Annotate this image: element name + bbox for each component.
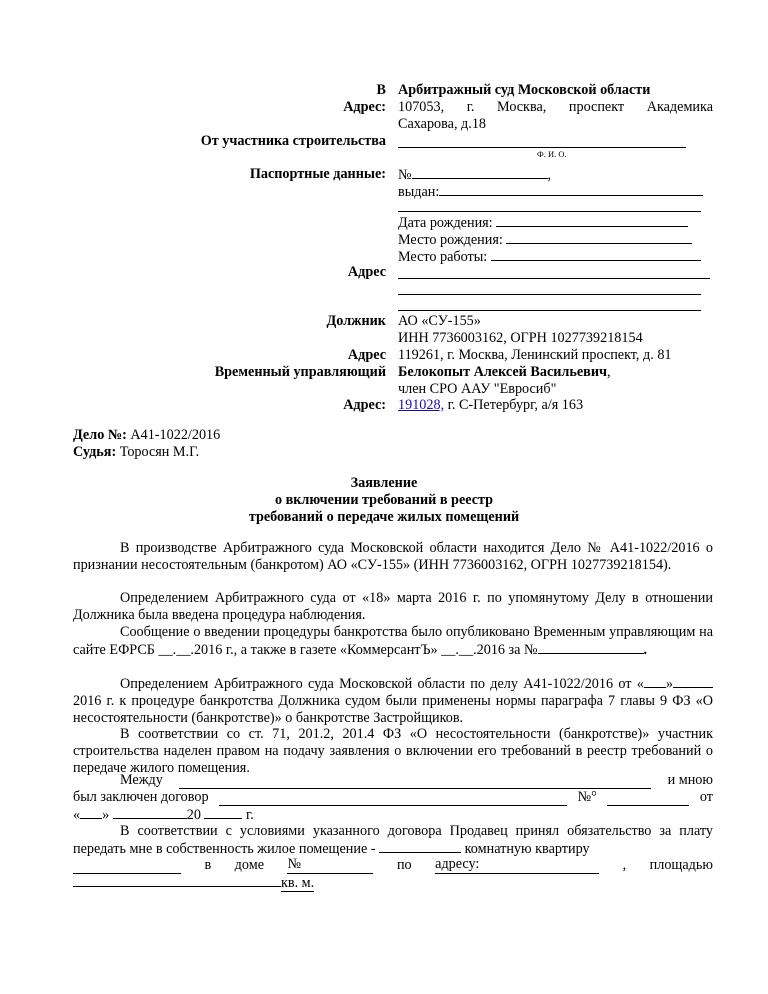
year-g: г.: [246, 807, 254, 823]
contract-type-blank: [219, 793, 567, 806]
contract-no-sign: №°: [577, 789, 597, 805]
apartment-address-row: [73, 857, 713, 874]
case-label: Дело №:: [73, 427, 127, 443]
paragraph-4-quote: »: [665, 676, 673, 692]
rooms-blank: [379, 840, 461, 853]
area-row: [73, 874, 314, 892]
birth-date: [398, 214, 688, 232]
issued-blank: [439, 183, 703, 196]
concluded-label: был заключен договор: [73, 789, 209, 805]
court-address-label: Адрес:: [343, 99, 386, 115]
issued-label: выдан:: [398, 184, 440, 200]
manager-comma: ,: [607, 364, 611, 380]
newspaper-number-blank: [538, 641, 644, 654]
issued-blank-line2: [398, 211, 701, 212]
contract-month-blank: [113, 806, 187, 819]
birth-place-blank: [506, 231, 692, 244]
doc-title-line1: Заявление: [350, 475, 418, 491]
contract-parties-row: [73, 772, 713, 789]
area-label: площадью: [649, 857, 713, 873]
judge: [73, 444, 199, 461]
manager-name: [398, 364, 611, 381]
sqm-label: кв. м.: [281, 875, 315, 891]
paragraph-3: [73, 624, 713, 659]
address2-line2: [398, 294, 701, 295]
paragraph-2: Определением Арбитражного суда от «18» марта 2016 г. по упомянутому Делу в отношении Должника была введена процедура наблюдения.: [73, 590, 713, 623]
manager-address: [398, 397, 583, 414]
paragraph-5: В соответствии со ст. 71, 201.2, 201.4 ФЗ «О несостоятельности (банкротстве)» участник строительства наделен правом на подачу заявления о включении его требований в реестр требований о передаче жилого помещения.: [73, 726, 713, 776]
work-place-blank: [491, 248, 701, 261]
area-blank: [73, 874, 281, 887]
paragraph-1: В производстве Арбитражного суда Московской области находится Дело № А41-1022/2016 о признании несостоятельным (банкротом) АО «СУ-155» (ИНН 7736003162, ОГРН 1027739218154).: [73, 540, 713, 573]
court-address-line2: Сахарова, д.18: [398, 116, 487, 132]
court-name: Арбитражный суд Московской области: [398, 82, 651, 98]
contract-number-blank: [607, 793, 689, 806]
date-quote-open: «: [73, 807, 81, 823]
paragraph-4-text-a: Определением Арбитражного суда Московской области по делу А41-1022/2016 от «: [120, 676, 644, 692]
debtor-address-label: Адрес: [347, 347, 386, 363]
passport-label: Паспортные данные:: [249, 166, 386, 182]
at-label: по: [396, 857, 412, 873]
doc-title-line3: требований о передаче жилых помещений: [248, 509, 520, 525]
manager-address-label: Адрес:: [343, 397, 386, 413]
passport-number: [398, 166, 551, 184]
passport-number-blank: [412, 166, 548, 179]
contract-date-row: [73, 806, 254, 824]
fio-hint: Ф. И. О.: [537, 149, 567, 159]
birth-place: [398, 231, 692, 249]
address-comma: ,: [622, 857, 627, 873]
paragraph-6-text: В соответствии с условиями указанного договора Продавец принял обязательство за плату передать мне в собственность жилое помещение -: [73, 823, 713, 857]
house-number: [287, 856, 373, 874]
ruling-month-blank: [673, 675, 713, 688]
paragraph-4: [73, 675, 713, 727]
address-label-body: [435, 856, 599, 874]
passport-issued: [398, 183, 703, 201]
address-word: адресу:: [435, 856, 480, 872]
debtor-ids: ИНН 7736003162, ОГРН 1027739218154: [398, 330, 643, 346]
and-me-label: и мною: [667, 772, 713, 788]
contract-concluded-row: [73, 789, 713, 806]
house-label: доме: [234, 857, 264, 873]
paragraph-3-end: .: [643, 642, 648, 658]
to-label: В: [376, 82, 386, 98]
manager-address-text: г. С-Петербург, а/я 163: [444, 397, 584, 413]
birth-place-label: Место рождения:: [398, 232, 503, 248]
debtor-label: Должник: [326, 313, 386, 329]
paragraph-4-text-c: 2016 г. к процедуре банкротства Должника судом были применены нормы параграфа 7 главы 9 ФЗ «О несостоятельности (банкротстве)» о банкротстве Застройщиков.: [73, 693, 713, 726]
court-address-line1: 107053, г. Москва, проспект Академика: [398, 99, 713, 115]
judge-value: Торосян М.Г.: [116, 444, 200, 460]
doc-title-line2: о включении требований в реестр: [274, 492, 494, 508]
paragraph-6: [73, 823, 713, 858]
ruling-day-blank: [644, 675, 666, 688]
manager-name-text: Белокопыт Алексей Васильевич: [398, 364, 608, 380]
work-place: [398, 248, 701, 266]
work-place-label: Место работы:: [398, 249, 488, 265]
year-20: 20: [186, 807, 201, 823]
fio-line: [398, 147, 686, 148]
paragraph-3-text: Сообщение о введении процедуры банкротства было опубликовано Временным управляющим на сайте ЕФРСБ __.__.2016 г., а также в газете «КоммерсантЪ» __.__.2016 за №: [73, 624, 713, 658]
from-label: От участника строительства: [200, 133, 386, 149]
apartment-number-blank: [73, 861, 181, 874]
address2-label: Адрес: [347, 264, 386, 280]
between-label: Между: [120, 772, 163, 788]
debtor-name: АО «СУ-155»: [398, 313, 481, 329]
in-label: в: [204, 857, 212, 873]
manager-zip-link[interactable]: 191028,: [398, 397, 445, 413]
passport-comma: ,: [547, 167, 552, 183]
address2-line1: [398, 278, 710, 279]
from-label-2: от: [699, 789, 713, 805]
counterparty-blank: [179, 776, 651, 789]
rooms-apartment: комнатную квартиру: [464, 841, 590, 857]
passport-no-sign: №: [398, 167, 412, 183]
debtor-address: 119261, г. Москва, Ленинский проспект, д. 81: [398, 347, 672, 363]
contract-year-blank: [204, 806, 242, 819]
date-quote-close: »: [102, 807, 110, 823]
manager-label: Временный управляющий: [214, 364, 386, 380]
contract-day-blank: [80, 806, 102, 819]
birth-date-label: Дата рождения:: [398, 215, 493, 231]
manager-member: член СРО ААУ "Евросиб": [398, 381, 557, 397]
case-value: А41-1022/2016: [126, 427, 221, 443]
birth-date-blank: [496, 214, 688, 227]
address2-line3: [398, 310, 701, 311]
house-no-sign: №: [287, 856, 302, 872]
judge-label: Судья:: [73, 444, 117, 460]
case-number: [73, 427, 220, 444]
